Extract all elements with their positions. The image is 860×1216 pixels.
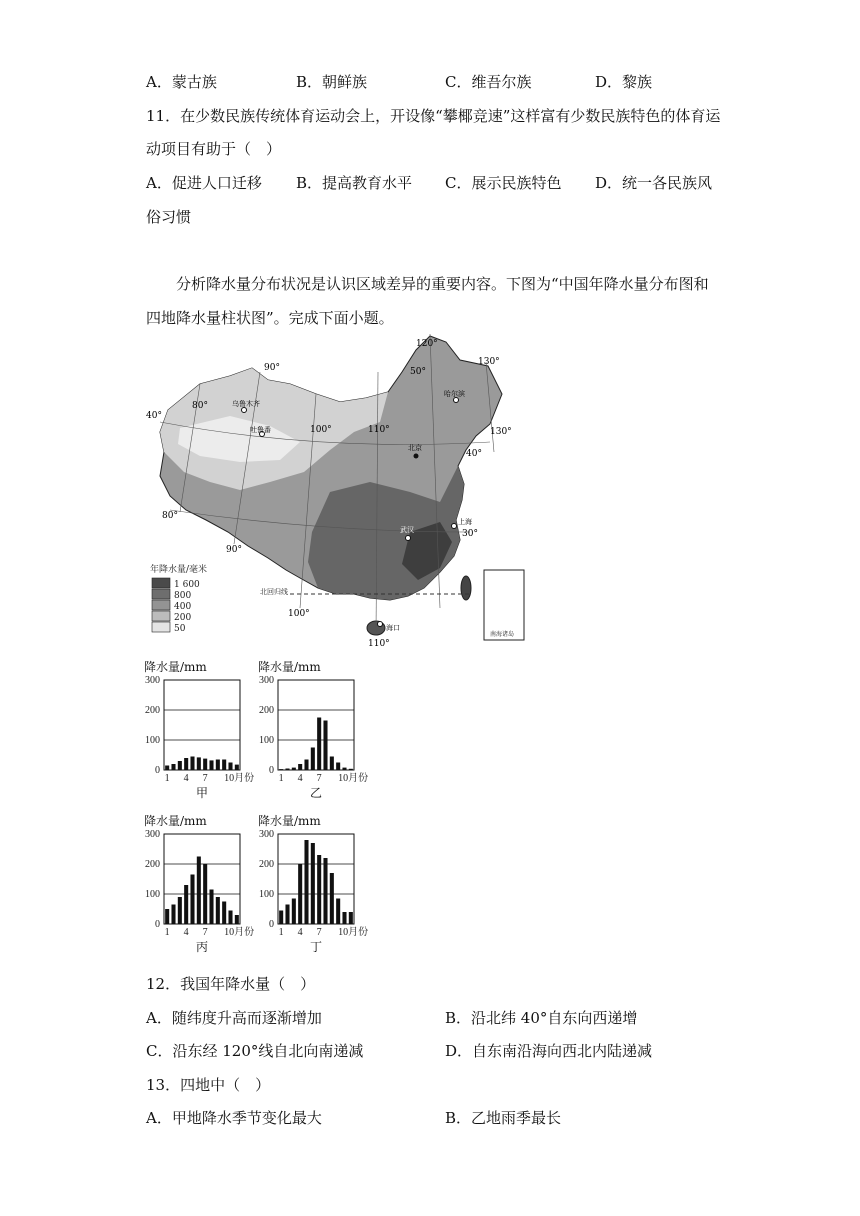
bar [222,902,226,925]
q13-option-a: A．甲地降水季节变化最大 [146,1109,322,1127]
bar [235,915,239,924]
bar [178,761,182,770]
bar [165,766,169,771]
q11-option-d: D．统一各民族风 [595,174,713,192]
chart-title: 乙 [310,786,323,800]
q12-option-a: A．随纬度升高而逐渐增加 [146,1009,322,1027]
intro-line1: 分析降水量分布状况是认识区域差异的重要内容。下图为“中国年降水量分布图和 [176,275,709,293]
x-tick-label: 10月份 [338,773,368,784]
bar [349,912,353,924]
x-tick-label: 7 [316,927,322,938]
lon-label: 80° [192,401,208,411]
bar-chart-yi [256,658,368,798]
lon-label: 90° [226,545,242,555]
bar-chart-ding [256,812,368,952]
china-precipitation-map [140,332,530,654]
x-tick-label: 10月份 [224,773,254,784]
bar [178,897,182,924]
lon-label: 100° [288,609,310,619]
plot-frame [164,680,240,770]
city-label: 哈尔滨 [444,390,465,398]
city-label: 北京 [408,444,422,452]
x-tick-label: 7 [316,773,322,784]
bar [292,768,296,770]
city-label: 乌鲁木齐 [232,400,260,408]
bar [209,760,213,770]
lon-label: 120° [416,339,438,349]
q10-option-d: D．黎族 [595,73,653,91]
legend-swatch [152,578,170,588]
q11-option-d-cont: 俗习惯 [146,208,192,226]
x-tick-label: 4 [297,927,303,938]
chart-svg [256,812,368,952]
bar [349,769,353,770]
q11-option-c: C．展示民族特色 [445,174,562,192]
bar [342,768,346,770]
bar [216,897,220,924]
bar [304,760,308,771]
legend-value: 1 600 [174,580,200,590]
bar [222,760,226,771]
lat-label: 40° [146,411,162,421]
legend-swatch [152,600,170,610]
q12-option-d: D．自东南沿海向西北内陆递减 [445,1042,653,1060]
intro-line2: 四地降水量柱状图”。完成下面小题。 [146,309,394,327]
legend-swatch [152,589,170,599]
bar [184,758,188,770]
y-tick-label: 300 [145,829,160,840]
y-tick-label: 0 [155,765,160,776]
x-tick-label: 4 [183,927,189,938]
chart-svg [142,658,254,798]
bar [228,911,232,925]
y-tick-label: 200 [259,859,274,870]
city-label: 上海 [458,518,472,526]
bar [330,873,334,924]
bar [336,899,340,925]
lon-label: 110° [368,425,390,435]
chart-title: 丁 [310,940,323,954]
y-tick-label: 300 [259,675,274,686]
bar [311,748,315,771]
q10-option-c: C．维吾尔族 [445,73,532,91]
legend-value: 50 [174,624,186,634]
bar [203,759,207,770]
bar [317,855,321,924]
y-tick-label: 300 [259,829,274,840]
bar [184,885,188,924]
x-tick-label: 4 [297,773,303,784]
bar [165,909,169,924]
bar [311,843,315,924]
legend-title: 年降水量/毫米 [150,565,208,575]
bar-chart-jia [142,658,254,798]
bar [298,764,302,770]
q13-option-b: B．乙地雨季最长 [445,1109,562,1127]
chart-ylabel: 降水量/mm [258,814,321,828]
q12-option-b: B．沿北纬 40°自东向西递增 [445,1009,638,1027]
q11-option-a: A．促进人口迁移 [146,174,262,192]
tropic-label: 北回归线 [260,588,288,596]
bar [190,875,194,925]
lat-label: 40° [466,449,482,459]
city-label: 吐鲁番 [250,426,271,434]
chart-ylabel: 降水量/mm [144,660,207,674]
y-tick-label: 300 [145,675,160,686]
y-tick-label: 100 [145,889,160,900]
y-tick-label: 100 [259,889,274,900]
chart-title: 丙 [196,940,209,954]
y-tick-label: 200 [259,705,274,716]
bar [197,857,201,925]
plot-frame [278,680,354,770]
lat-label: 50° [410,367,426,377]
legend-swatch [152,622,170,632]
x-tick-label: 1 [278,773,284,784]
x-tick-label: 7 [202,927,208,938]
x-tick-label: 1 [278,927,284,938]
q10-option-b: B．朝鲜族 [296,73,368,91]
lat-label: 30° [462,529,478,539]
inset-label: 南海诸岛 [490,631,515,638]
bar [279,911,283,925]
q11-stem-line2: 动项目有助于（ ） [146,140,282,158]
lon-label: 100° [310,425,332,435]
bar [285,769,289,771]
lon-label: 130° [490,427,512,437]
y-tick-label: 100 [145,735,160,746]
y-tick-label: 200 [145,705,160,716]
x-tick-label: 10月份 [338,927,368,938]
bar [336,763,340,771]
map-svg [140,332,530,650]
legend [152,578,200,634]
legend-swatch [152,611,170,621]
legend-value: 400 [174,602,192,612]
chart-title: 甲 [196,786,209,800]
q11-stem-line1: 11．在少数民族传统体育运动会上，开设像“攀椰竞速”这样富有少数民族特色的体育运 [146,107,721,125]
city-label: 武汉 [400,526,414,534]
bar [323,721,327,771]
lon-label: 110° [368,639,390,649]
bar [292,899,296,925]
y-tick-label: 0 [269,919,274,930]
y-tick-label: 100 [259,735,274,746]
q12-option-c: C．沿东经 120°线自北向南递减 [146,1042,364,1060]
bar [298,864,302,924]
chart-svg [256,658,368,798]
x-tick-label: 1 [164,927,170,938]
x-tick-label: 4 [183,773,189,784]
y-tick-label: 200 [145,859,160,870]
chart-svg [142,812,254,952]
bar [228,763,232,771]
bar [304,840,308,924]
chart-ylabel: 降水量/mm [144,814,207,828]
bar [171,905,175,925]
lon-label: 90° [264,363,280,373]
bar-chart-bing [142,812,254,952]
city-label: 海口 [386,624,400,632]
bar [330,757,334,771]
x-tick-label: 1 [164,773,170,784]
bar [190,757,194,771]
bar [285,905,289,925]
q13-stem: 13．四地中（ ） [146,1076,271,1094]
bar [216,760,220,771]
bar [323,858,327,924]
bar [203,864,207,924]
x-tick-label: 7 [202,773,208,784]
bar [342,912,346,924]
y-tick-label: 0 [155,919,160,930]
lon-label: 130° [478,357,500,367]
chart-ylabel: 降水量/mm [258,660,321,674]
lon-label: 80° [162,511,178,521]
bar [171,764,175,770]
x-tick-label: 10月份 [224,927,254,938]
bar [317,718,321,771]
legend-value: 200 [174,613,192,623]
bar [279,769,283,770]
legend-value: 800 [174,591,192,601]
bar [209,890,213,925]
y-tick-label: 0 [269,765,274,776]
q11-option-b: B．提高教育水平 [296,174,413,192]
bar [197,757,201,770]
q10-option-a: A．蒙古族 [146,73,217,91]
q12-stem: 12．我国年降水量（ ） [146,975,316,993]
bar [235,765,239,770]
